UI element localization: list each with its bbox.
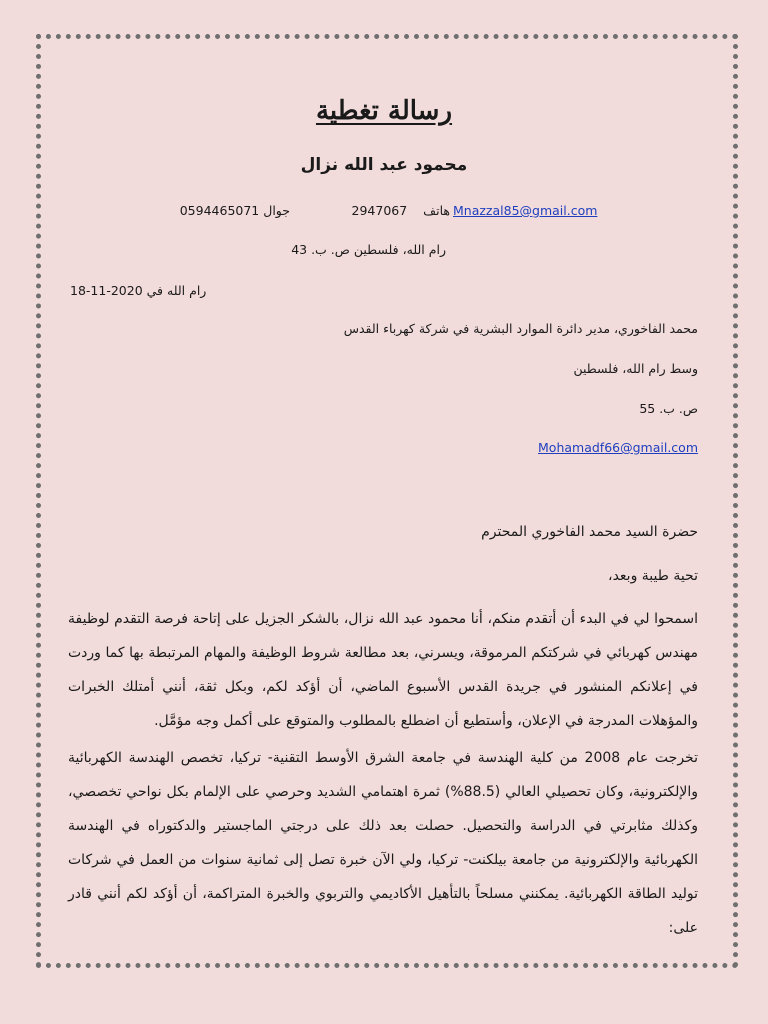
- body-paragraph-2: تخرجت عام 2008 من كلية الهندسة في جامعة الشرق الأوسط التقنية- تركيا، تخصص الهندسة الكهربائية والإلكترونية، وكان تحصيلي العالي (88.5%) ثمرة اهتمامي الشديد وحرصي على الإلمام بكل نواحي تخصصي، وكذلك مثابرتي في الدراسة والتحصيل. حصلت بعد ذلك على درجتي الماجستير والدكتوراه في الهندسة الكهربائية والإلكترونية من جامعة بيلكنت- تركيا، ولي الآن خبرة تصل إلى ثمانية سنوات من العمل في شركات توليد الطاقة الكهربائية. يمكنني مسلحاً بالتأهيل الأكاديمي والتربوي والخبرة المتراكمة، أن أؤكد لكم أنني قادر على:: [68, 750, 699, 936]
- page-title: رسالة تغطية: [315, 96, 453, 126]
- recipient-line-1: محمد الفاخوري، مدير دائرة الموارد البشرية في شركة كهرباء القدس: [343, 321, 698, 336]
- date-line: رام الله في 2020-11-18: [70, 283, 207, 298]
- sender-mobile: [180, 203, 290, 218]
- sender-address: رام الله، فلسطين ص. ب. 43: [291, 242, 446, 257]
- phone-number: 2947067: [351, 203, 408, 218]
- greeting: تحية طيبة وبعد،: [608, 568, 698, 584]
- body-paragraph-1: اسمحوا لي في البدء أن أتقدم منكم، أنا محمود عبد الله نزال، بالشكر الجزيل على إتاحة فرصة التقدم لوظيفة مهندس كهربائي في شركتكم المرموقة، ويسرني، بعد مطالعة شروط الوظيفة والمهام المرتبطة بها كما وردت في إعلانكم المنشور في جريدة القدس الأسبوع الماضي، أن أؤكد لكم، وبكل ثقة، أنني أمتلك الخبرات والمؤهلات المدرجة في الإعلان، وأستطيع أن اضطلع بالمطلوب والمتوقع على أكمل وجه مؤمَّل.: [68, 611, 698, 729]
- sender-name: محمود عبد الله نزال: [300, 155, 468, 175]
- phone-label: هاتف: [423, 203, 450, 218]
- sender-email-link[interactable]: Mnazzal85@gmail.com: [453, 203, 598, 218]
- recipient-line-3: ص. ب. 55: [639, 401, 698, 416]
- recipient-line-2: وسط رام الله، فلسطين: [573, 361, 698, 376]
- recipient-email-link[interactable]: Mohamadf66@gmail.com: [538, 440, 698, 455]
- sender-phone: [352, 203, 450, 218]
- salutation: حضرة السيد محمد الفاخوري المحترم: [481, 524, 698, 540]
- mobile-label: جوال: [263, 203, 290, 218]
- mobile-number: 0594465071: [179, 203, 260, 218]
